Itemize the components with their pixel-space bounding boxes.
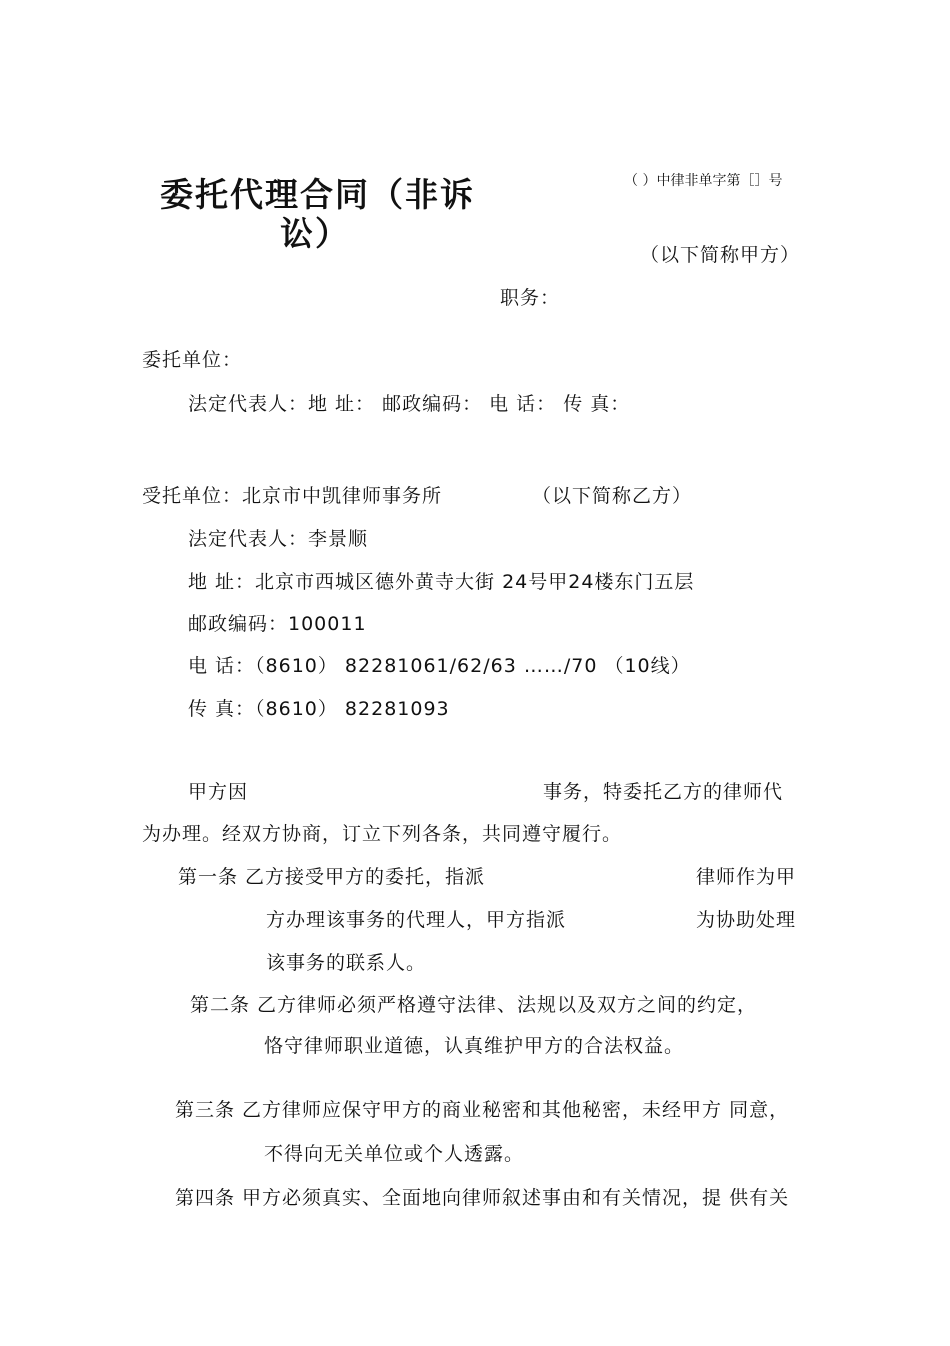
party-b-postcode: 邮政编码：100011 [188, 613, 367, 635]
article-1-line-2-end: 为协助处理 [696, 909, 797, 931]
party-b-fax: 传 真：（8610） 82281093 [188, 698, 450, 720]
party-b-alias: （以下简称乙方） [532, 485, 693, 507]
article-2-line-2: 恪守律师职业道德，认真维护甲方的合法权益。 [264, 1035, 685, 1057]
case-number: （ ）中律非单字第［］号 [624, 173, 783, 189]
article-1-line-3: 该事务的联系人。 [266, 952, 427, 974]
article-1-line-2-start: 方办理该事务的代理人，甲方指派 [266, 909, 567, 931]
party-a-position-label: 职务： [500, 287, 561, 309]
party-b-unit: 受托单位：北京市中凯律师事务所 [142, 485, 443, 507]
article-4-line-1: 第四条 甲方必须真实、全面地向律师叙述事由和有关情况，提 供有关 [175, 1187, 790, 1209]
party-b-representative: 法定代表人：李景顺 [188, 528, 369, 550]
article-3-line-2: 不得向无关单位或个人透露。 [264, 1143, 525, 1165]
party-b-address: 地 址：北京市西城区德外黄寺大街 24号甲24楼东门五层 [188, 571, 695, 593]
article-1-line-1-end: 律师作为甲 [696, 866, 797, 888]
preamble-line-2: 为办理。经双方协商，订立下列各条，共同遵守履行。 [142, 823, 623, 845]
article-1-line-1-start: 第一条 乙方接受甲方的委托，指派 [178, 866, 486, 888]
party-a-unit-label: 委托单位： [142, 349, 243, 371]
document-title-line-1: 委托代理合同（非诉 [160, 175, 475, 214]
party-b-phone: 电 话：（8610） 82281061/62/63 ……/70 （10线） [188, 655, 691, 677]
document-title-line-2: 讼） [280, 214, 350, 253]
party-a-fields-line: 法定代表人：地 址： 邮政编码： 电 话： 传 真： [188, 393, 631, 415]
article-2-line-1: 第二条 乙方律师必须严格遵守法律、法规以及双方之间的约定， [190, 994, 758, 1016]
article-3-line-1: 第三条 乙方律师应保守甲方的商业秘密和其他秘密，未经甲方 同意， [175, 1099, 790, 1121]
preamble-line-1-end: 事务，特委托乙方的律师代 [543, 781, 784, 803]
party-a-alias: （以下简称甲方） [640, 244, 801, 266]
preamble-line-1-start: 甲方因 [188, 781, 249, 803]
